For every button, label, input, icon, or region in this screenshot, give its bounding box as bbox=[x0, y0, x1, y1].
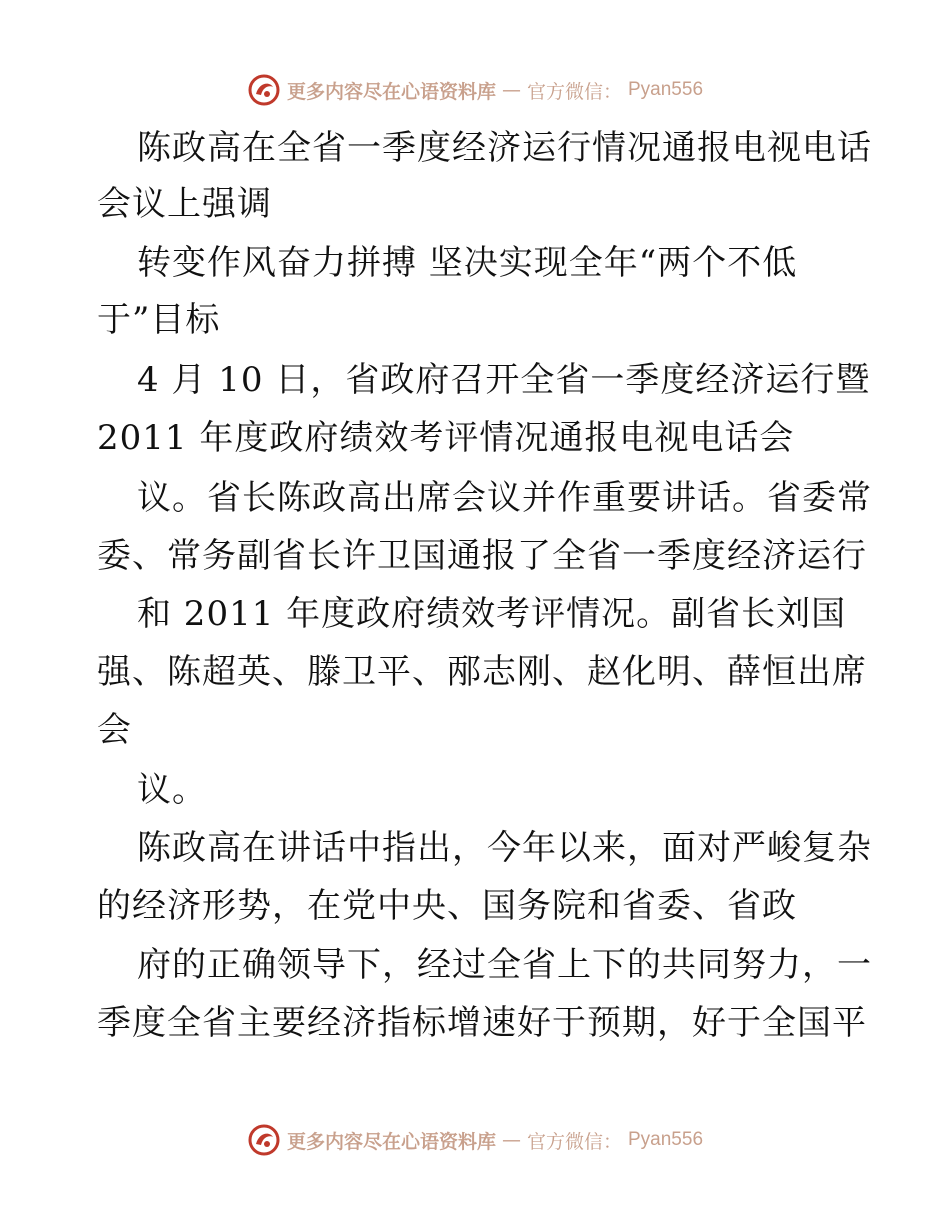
document-line: 季度全省主要经济指标增速好于预期，好于全国平 bbox=[97, 1003, 867, 1043]
document-line: 议。省长陈政高出席会议并作重要讲话。省委常 bbox=[137, 478, 872, 518]
document-line: 转变作风奋力拼搏 坚决实现全年“两个不低 bbox=[137, 243, 798, 283]
watermark-separator: — bbox=[501, 79, 521, 101]
watermark-wechat-label: 官方微信： bbox=[526, 80, 622, 103]
document-line: 的经济形势，在党中央、国务院和省委、省政 bbox=[97, 886, 797, 926]
header-watermark bbox=[0, 72, 950, 108]
red-swirl-logo-icon bbox=[247, 73, 281, 107]
footer-watermark bbox=[0, 1122, 950, 1158]
watermark-wechat-id: Pyan556 bbox=[628, 1129, 704, 1150]
document-line: 委、常务副省长许卫国通报了全省一季度经济运行 bbox=[97, 536, 867, 576]
document-line: 会 bbox=[97, 710, 132, 750]
document-line: 陈政高在讲话中指出，今年以来，面对严峻复杂 bbox=[137, 828, 872, 868]
document-line: 和 2011 年度政府绩效考评情况。副省长刘国 bbox=[137, 594, 847, 634]
watermark-wechat-label: 官方微信： bbox=[526, 1130, 622, 1153]
document-line: 强、陈超英、滕卫平、邴志刚、赵化明、薛恒出席 bbox=[97, 652, 867, 692]
document-line: 2011 年度政府绩效考评情况通报电视电话会 bbox=[97, 418, 795, 458]
document-line: 于”目标 bbox=[97, 300, 221, 340]
watermark-wechat-id: Pyan556 bbox=[628, 79, 704, 100]
watermark-brand-text: 更多内容尽在心语资料库 bbox=[286, 1130, 496, 1153]
document-line: 4 月 10 日，省政府召开全省一季度经济运行暨 bbox=[137, 360, 871, 400]
document-line: 会议上强调 bbox=[97, 184, 272, 224]
watermark-separator: — bbox=[501, 1129, 521, 1151]
document-line: 府的正确领导下，经过全省上下的共同努力，一 bbox=[137, 945, 872, 985]
document-line: 陈政高在全省一季度经济运行情况通报电视电话 bbox=[137, 128, 872, 168]
document-line: 议。 bbox=[137, 770, 207, 810]
watermark-brand-text: 更多内容尽在心语资料库 bbox=[286, 80, 496, 103]
red-swirl-logo-icon bbox=[247, 1123, 281, 1157]
